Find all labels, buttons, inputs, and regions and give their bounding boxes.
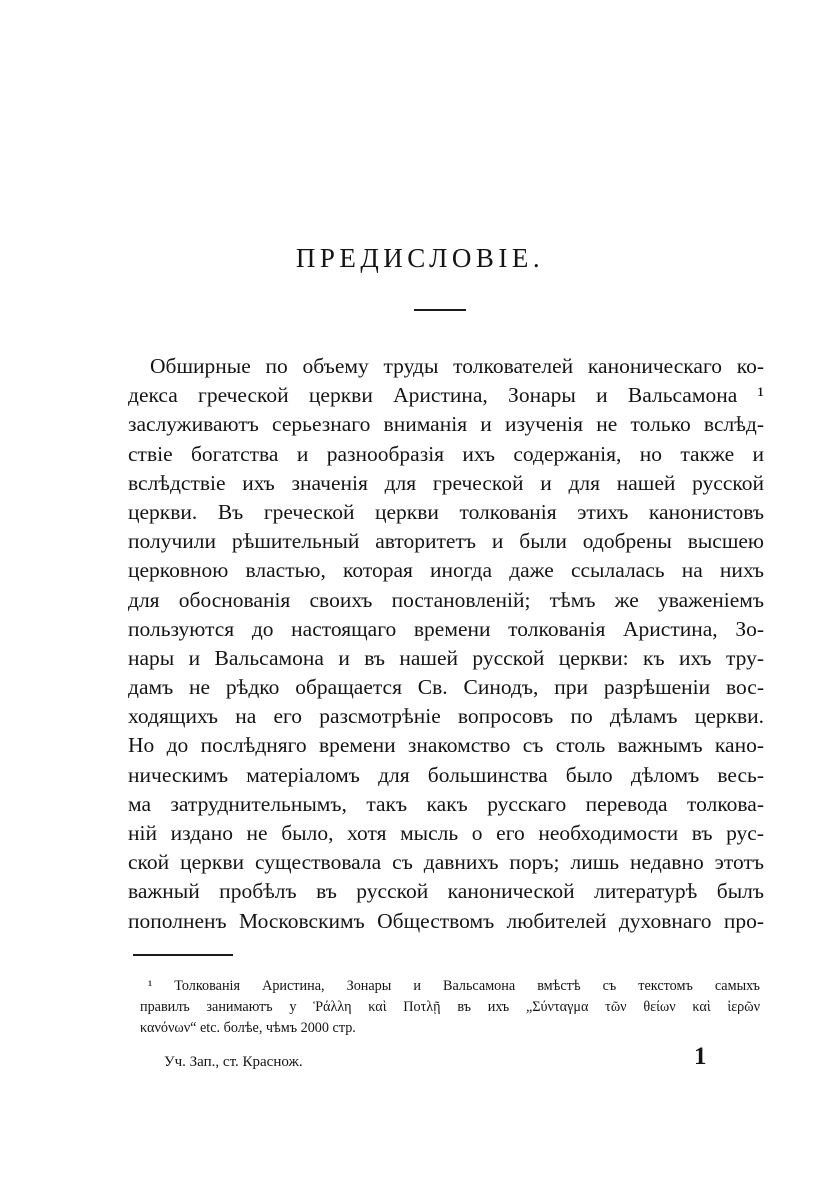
body-line: ской церкви существовала съ давнихъ поръ; лишь недавно этотъ [128, 850, 764, 875]
body-line: нары и Вальсамона и въ нашей русской церкви: къ ихъ тру- [128, 645, 764, 670]
signature-mark: Уч. Зап., ст. Краснож. [164, 1054, 303, 1070]
page-number: 1 [694, 1043, 707, 1070]
body-line: получили рѣшительный авторитетъ и были одобрены высшею [128, 529, 764, 554]
footnote-line: κανόνων“ etc. болѣе, чѣмъ 2000 стр. [140, 1020, 356, 1036]
body-line: церкви. Въ греческой церкви толкованія этихъ канонистовъ [128, 499, 764, 524]
body-line: ствіе богатства и разнообразія ихъ содержанія, но также и [128, 441, 764, 466]
page-title: ПРЕДИСЛОВІЕ. [295, 243, 545, 273]
footnote-divider [133, 954, 233, 956]
body-line: декса греческой церкви Аристина, Зонары и Вальсамона ¹ [128, 383, 764, 408]
body-line: Обширные по объему труды толкователей каноническаго ко- [150, 354, 764, 378]
title-divider [414, 309, 466, 311]
body-line: заслуживаютъ серьезнаго вниманія и изученія не только вслѣд- [128, 412, 764, 437]
body-paragraph [128, 352, 764, 936]
body-line: Но до послѣдняго времени знакомство съ столь важнымъ кано- [128, 733, 764, 758]
footnote-line: ¹ Толкованія Аристина, Зонары и Вальсамона вмѣстѣ съ текстомъ самыхъ [148, 978, 760, 994]
body-line: пользуются до настоящаго времени толкованія Аристина, Зо- [128, 616, 764, 641]
body-line: для обоснованія своихъ постановленій; тѣмъ же уваженіемъ [128, 587, 764, 612]
body-line: пополненъ Московскимъ Обществомъ любителей духовнаго про- [128, 908, 764, 933]
body-line: дамъ не рѣдко обращается Св. Синодъ, при разрѣшеніи вос- [128, 675, 764, 700]
body-line: ническимъ матеріаломъ для большинства было дѣломъ весь- [128, 762, 764, 787]
body-line: ній издано не было, хотя мысль о его необходимости въ рус- [128, 821, 764, 845]
body-line: вслѣдствіе ихъ значенія для греческой и для нашей русской [128, 470, 764, 495]
body-line: церковною властью, которая иногда даже ссылалась на нихъ [128, 558, 764, 583]
body-line: ма затруднительнымъ, такъ какъ русскаго перевода толкова- [128, 791, 764, 816]
footnote-line: правилъ занимаютъ у Ῥάλλη καὶ Ποτλῇ въ ихъ „Σύνταγμα τῶν θείων καὶ ἱερῶν [140, 999, 760, 1015]
body-line: ходящихъ на его разсмотрѣніе вопросовъ по дѣламъ церкви. [128, 704, 764, 729]
body-line: важный пробѣлъ въ русской канонической литературѣ былъ [128, 879, 764, 904]
footnote [140, 976, 760, 1039]
